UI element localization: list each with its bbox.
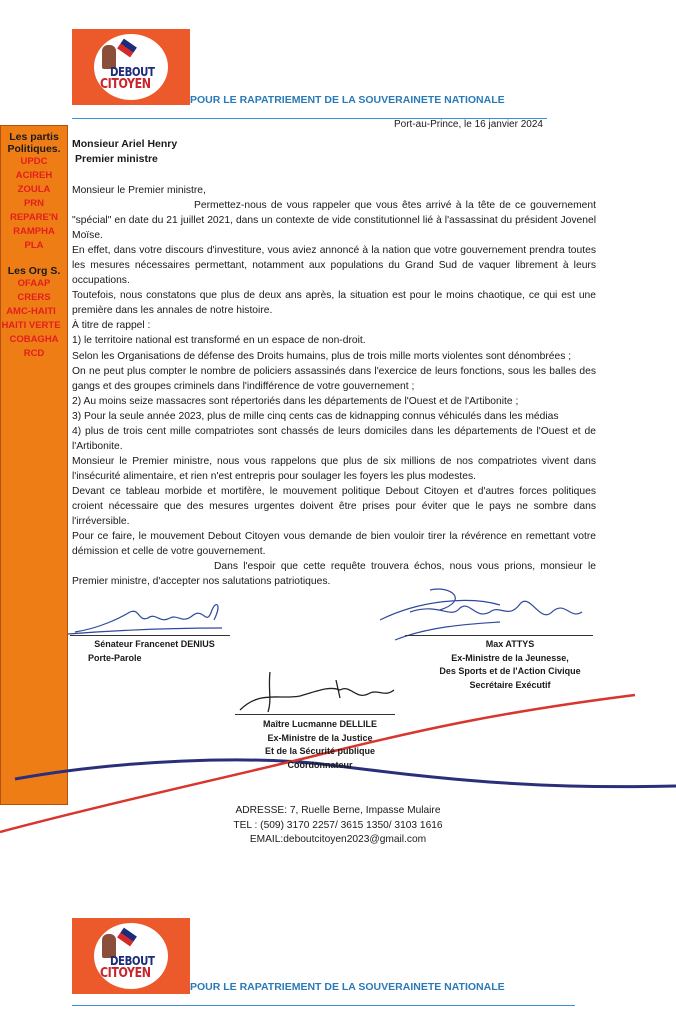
- header-rule-page2: [72, 1005, 575, 1006]
- signature-line-dellile: [235, 714, 395, 715]
- signatory-denius: [72, 638, 237, 665]
- paragraph: 1) le territoire national est transformé en un espace de non-droit.: [72, 335, 366, 347]
- signatory-name: Maître Lucmanne DELLILE: [262, 719, 378, 729]
- party-item: UPDC: [20, 156, 48, 167]
- org-item: OFAAP: [17, 278, 51, 289]
- phone: TEL : (509) 3170 2257/ 3615 1350/ 3103 1616: [233, 819, 443, 831]
- signatory-attys: [420, 638, 600, 692]
- signatory-dellile: [240, 718, 400, 772]
- header-tagline-page2: POUR LE RAPATRIEMENT DE LA SOUVERAINETE NATIONALE: [190, 981, 505, 993]
- logo-text-citoyen: CITOYEN: [100, 966, 151, 981]
- orgs-heading: Les Org S.: [7, 265, 61, 277]
- paragraph: On ne peut plus compter le nombre de policiers assassinés dans l'exercice de leurs fonctions, sous les balles des gangs et des groupes criminels dans l'indifférence de votre gouvernement ;: [72, 365, 596, 392]
- paragraph: Devant ce tableau morbide et mortifère, le mouvement politique Debout Citoyen et d'autres forces politiques croient nécessaire que des mesures urgentes doivent être prises pour éviter que le pays ne sombre dans l'irréversible.: [72, 485, 596, 528]
- signatory-role: Et de la Sécurité publique: [264, 746, 376, 756]
- logo-text-citoyen: CITOYEN: [100, 77, 151, 92]
- org-item: COBAGHA: [9, 334, 59, 345]
- signature-line-attys: [405, 635, 593, 636]
- party-item: ACIREH: [15, 170, 53, 181]
- org-item: AMC-HAITI: [6, 306, 56, 317]
- paragraph: 2) Au moins seize massacres sont répertoriés dans les départements de l'Ouest et de l'Artibonite ;: [72, 395, 519, 407]
- paragraph: Monsieur le Premier ministre, nous vous rappelons que plus de six millions de nos compatriotes vivent dans l'insécurité alimentaire, et rien n'est entrepris pour soulager les foyers les plus modestes.: [72, 455, 596, 482]
- paragraph: 3) Pour la seule année 2023, plus de mille cinq cents cas de kidnapping connus véhiculés dans les médias: [72, 410, 559, 422]
- debout-citoyen-logo-page2: [72, 918, 190, 994]
- paragraph: Selon les Organisations de défense des Droits humains, plus de trois mille morts violentes sont dénombrées ;: [72, 350, 572, 362]
- paragraph: Permettez-nous de vous rappeler que vous êtes arrivé à la tête de ce gouvernement "spécial" en date du 21 juillet 2021, dans un contexte de vide constitutionnel lié à l'assassinat du président Jovenel Moïse.: [72, 200, 596, 242]
- org-item: HAITI VERTE: [1, 320, 61, 331]
- paragraph: À titre de rappel :: [72, 320, 151, 332]
- signature-dellile: [240, 672, 394, 712]
- party-item: PLA: [24, 240, 44, 251]
- party-item: ZOULA: [17, 184, 51, 195]
- contact-footer: [0, 804, 676, 848]
- signatory-role: Ex-Ministre de la Jeunesse,: [451, 652, 569, 663]
- org-item: CRERS: [17, 292, 51, 303]
- signature-line-denius: [70, 635, 230, 636]
- paragraph: 4) plus de trois cent mille compatriotes sont chassés de leurs domiciles dans les départements de l'Ouest et de l'Artibonite.: [72, 425, 596, 452]
- signature-denius: [68, 605, 222, 634]
- parties-heading: Les partis: [9, 131, 59, 143]
- signatory-title: Secrétaire Exécutif: [469, 679, 551, 690]
- org-item: RCD: [23, 348, 45, 359]
- signatory-role: Porte-Parole: [88, 652, 142, 663]
- address: ADRESSE: 7, Ruelle Berne, Impasse Mulaire: [235, 805, 441, 816]
- signature-attys: [380, 589, 582, 640]
- paragraph: Pour ce faire, le mouvement Debout Citoyen vous demande de bien vouloir tirer la révérence en remettant votre démission et celle de votre gouvernement.: [72, 531, 596, 558]
- paragraph: En effet, dans votre discours d'investiture, vous aviez annoncé à la nation que votre gouvernement prendra toutes les mesures nécessaires permettant, notamment aux populations du Grand Sud de vaquer librement à leurs occupations.: [72, 245, 596, 287]
- parties-heading-2: Politiques.: [7, 143, 61, 155]
- party-item: PRN: [23, 198, 45, 209]
- place-date: Port-au-Prince, le 16 janvier 2024: [394, 119, 543, 130]
- header-tagline: POUR LE RAPATRIEMENT DE LA SOUVERAINETE NATIONALE: [190, 94, 505, 106]
- signatory-role: Des Sports et de l'Action Civique: [439, 666, 581, 676]
- logo-text-debout: DEBOUT: [110, 65, 155, 79]
- signatory-name: Max ATTYS: [485, 639, 535, 649]
- party-item: RAMPHA: [13, 226, 55, 237]
- closing-paragraph: Dans l'espoir que cette requête trouvera échos, nous vous prions, monsieur le Premier ministre, d'accepter nos salutations patriotiques.: [72, 561, 596, 588]
- party-item: REPARE'N: [9, 212, 58, 223]
- signatory-title: Coordonnateur: [287, 759, 353, 770]
- signatory-role: Ex-Ministre de la Justice: [267, 732, 373, 743]
- email: EMAIL:deboutcitoyen2023@gmail.com: [249, 834, 427, 845]
- logo-text-debout: DEBOUT: [110, 954, 155, 968]
- recipient-name: Monsieur Ariel Henry: [72, 138, 178, 150]
- recipient-title: Premier ministre: [75, 153, 158, 165]
- salutation: Monsieur le Premier ministre,: [72, 185, 206, 196]
- signatory-name: Sénateur Francenet DENIUS: [94, 639, 215, 649]
- paragraph: Toutefois, nous constatons que plus de deux ans après, la situation est pour le moins chaotique, ce qui est une première dans les annales de notre histoire.: [72, 290, 596, 317]
